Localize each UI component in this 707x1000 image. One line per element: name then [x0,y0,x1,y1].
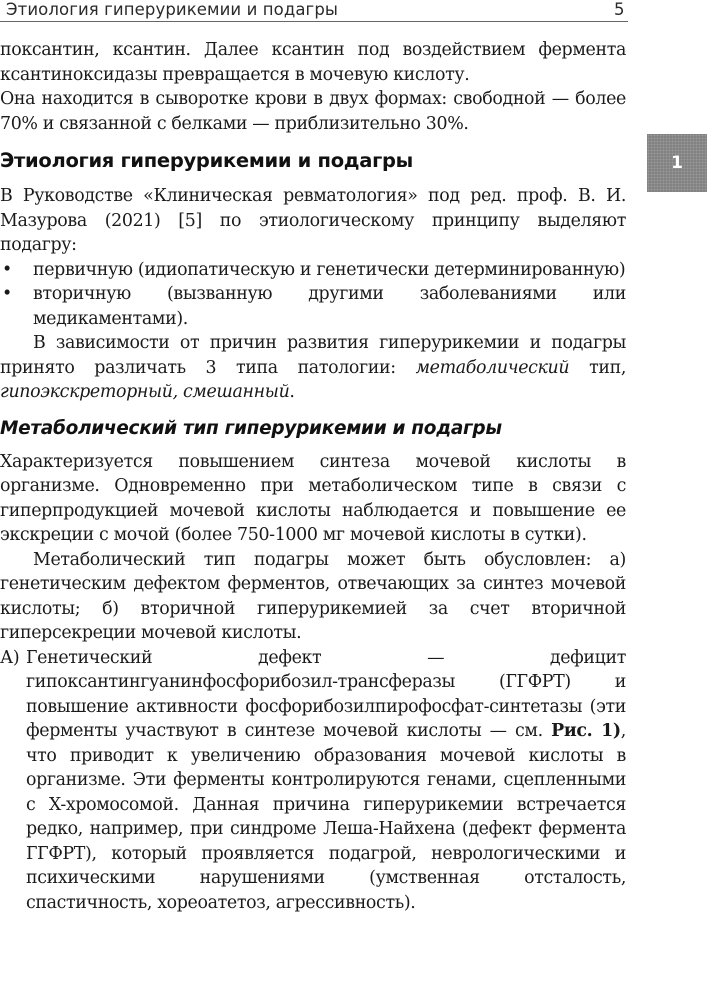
running-title: Этиология гиперурикемии и подагры [6,0,339,19]
section-paragraph-1: В Руководстве «Клиническая ревматология» под ред. проф. В. И. Мазурова (2021) [5] по этиологическому принципу выделяют подагру: [0,186,626,255]
list-item-text: первичную (идиопатическую и генетически детерминированную) [33,259,626,280]
subsection-heading: Метаболический тип гиперурикемии и подагры [0,417,502,439]
list-item-text: , что приводит к увеличению образования мочевой кислоты в организме. Эти ферменты контролируются генами, сцепленными с X-хромосомой. Данная причина гиперурикемии встречается редко, например, при синдроме Леша-Найхена (дефект фермента ГГФРТ), который проявляется подагрой, неврологическими и психическими нарушениями (умственная отсталость, спастичность, хореоатетоз, агрессивность). [26,721,626,913]
list-item [0,258,626,283]
intro-paragraph-1: поксантин, ксантин. Далее ксантин под воздействием фермента ксантиноксидазы превращается в мочевую кислоту. [0,40,626,85]
list-item-a [0,646,626,916]
page-body [0,38,626,915]
chapter-tab [647,134,707,192]
list-item-text: вторичную (вызванную другими заболеваниями или медикаментами). [33,284,626,329]
figure-reference: Рис. 1) [551,721,621,741]
classification-list [0,258,626,332]
paragraph-text: В зависимости от причин развития гиперурикемии и подагры принято различать 3 типа патологии: [0,333,626,378]
paragraph-text: тип, [589,357,626,378]
list-marker: А) [0,647,20,668]
bullet-marker: • [2,259,12,280]
subsection-paragraph-1: Характеризуется повышением синтеза мочевой кислоты в организме. Одновременно при метаболическом типе в связи с гиперпродукцией мочевой кислоты наблюдается и повышение ее экскреции с мочой (более 750-1000 мг мочевой кислоты в сутки). [0,451,626,545]
chapter-tab-label: 1 [671,153,683,173]
section-paragraph-2 [0,331,626,405]
running-header [0,0,707,24]
emphasis-type: гипоэкскреторный, смешанный [0,382,290,402]
header-rule [0,21,628,22]
section-heading: Этиология гиперурикемии и подагры [0,149,413,172]
subsection-paragraph-2: Метаболический тип подагры может быть обусловлен: а) генетическим дефектом ферментов, отвечающих за синтез мочевой кислоты; б) вторичной гиперурикемией за счет вторичной гиперсекреции мочевой кислоты. [0,549,626,643]
paragraph-text: . [289,382,295,402]
emphasis-type: метаболический [415,357,570,378]
bullet-marker: • [2,284,12,304]
list-item [0,282,626,331]
page-number: 5 [614,0,625,19]
intro-paragraph-2: Она находится в сыворотке крови в двух формах: свободной — более 70% и связанной с белками — приблизительно 30%. [0,89,626,134]
list-item-text: Генетический дефект — дефицит гипоксантингуанинфосфорибозил-трансферазы (ГГФРТ) и повышение активности фосфорибозилпирофосфат-синтетазы (эти ферменты участвуют в синтезе мочевой кислоты — см. [26,647,626,741]
